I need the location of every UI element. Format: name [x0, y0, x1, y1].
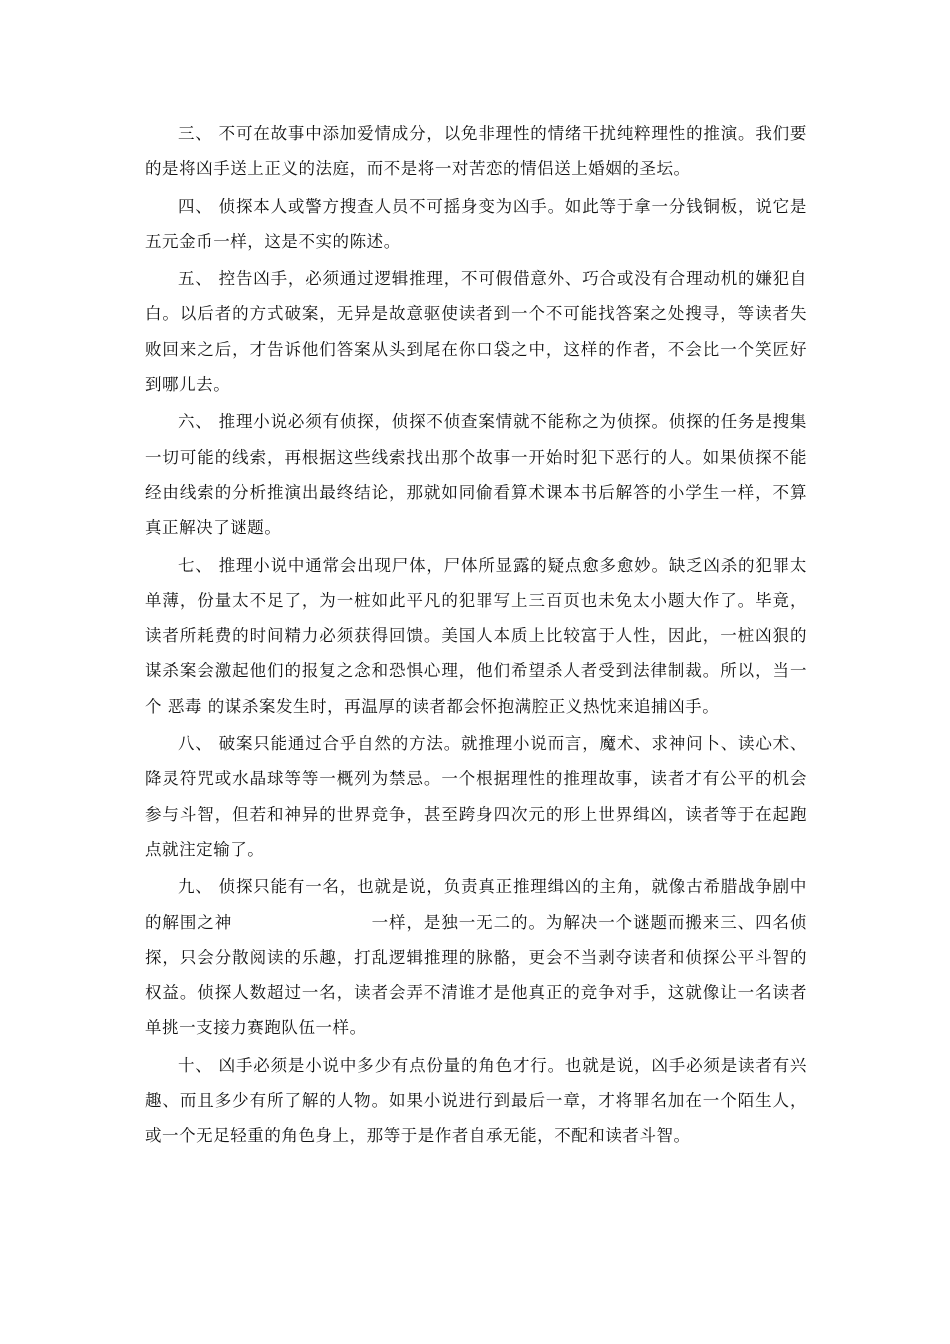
rule-paragraph-10: 十、 凶手必须是小说中多少有点份量的角色才行。也就是说，凶手必须是读者有兴趣、而且多少有所了解的人物。如果小说进行到最后一章，才将罪名加在一个陌生人，或一个无足轻重的角色身上，那等于是作者自承无能，不配和读者斗智。 [145, 1055, 807, 1146]
rule-paragraph-5: 五、 控告凶手，必须通过逻辑推理，不可假借意外、巧合或没有合理动机的嫌犯自白。以后者的方式破案，无异是故意驱使读者到一个不可能找答案之处搜寻，等读者失败回来之后，才告诉他们答案从头到尾在你口袋之中，这样的作者，不会比一个笑匠好到哪儿去。 [145, 269, 807, 395]
rule-paragraph-3: 三、 不可在故事中添加爱情成分，以免非理性的情绪干扰纯粹理性的推演。我们要的是将凶手送上正义的法庭，而不是将一对苦恋的情侣送上婚姻的圣坛。 [145, 124, 807, 179]
rule-paragraph-7: 七、 推理小说中通常会出现尸体，尸体所显露的疑点愈多愈妙。缺乏凶杀的犯罪太单薄，份量太不足了，为一桩如此平凡的犯罪写上三百页也未免太小题大作了。毕竟，读者所耗费的时间精力必须获得回馈。美国人本质上比较富于人性，因此，一桩凶狠的谋杀案会激起他们的报复之念和恐惧心理，他们希望杀人者受到法律制裁。所以，当一个 恶毒 的谋杀案发生时，再温厚的读者都会怀抱满腔正义热忱来追捕凶手。 [145, 555, 807, 716]
document-page [145, 116, 807, 1156]
rule-paragraph-4: 四、 侦探本人或警方搜查人员不可摇身变为凶手。如此等于拿一分钱铜板，说它是五元金币一样，这是不实的陈述。 [145, 196, 807, 251]
rule-paragraph-8: 八、 破案只能通过合乎自然的方法。就推理小说而言，魔术、求神问卜、读心术、降灵符咒或水晶球等等一概列为禁忌。一个根据理性的推理故事，读者才有公平的机会参与斗智，但若和神异的世界竞争，甚至跨身四次元的形上世界缉凶，读者等于在起跑点就注定输了。 [145, 734, 807, 859]
rule-paragraph-6: 六、 推理小说必须有侦探，侦探不侦查案情就不能称之为侦探。侦探的任务是搜集一切可能的线索，再根据这些线索找出那个故事一开始时犯下恶行的人。如果侦探不能经由线索的分析推演出最终结论，那就如同偷看算术课本书后解答的小学生一样，不算真正解决了谜题。 [145, 412, 807, 538]
rule-paragraph-9: 九、 侦探只能有一名，也就是说，负责真正推理缉凶的主角，就像古希腊战争剧中的解围之神 一样，是独一无二的。为解决一个谜题而搬来三、四名侦探，只会分散阅读的乐趣，打乱逻辑推理的脉骼，更会不当剥夺读者和侦探公平斗智的权益。侦探人数超过一名，读者会弄不清谁才是他真正的竞争对手，这就像让一名读者单挑一支接力赛跑队伍一样。 [145, 877, 807, 1038]
